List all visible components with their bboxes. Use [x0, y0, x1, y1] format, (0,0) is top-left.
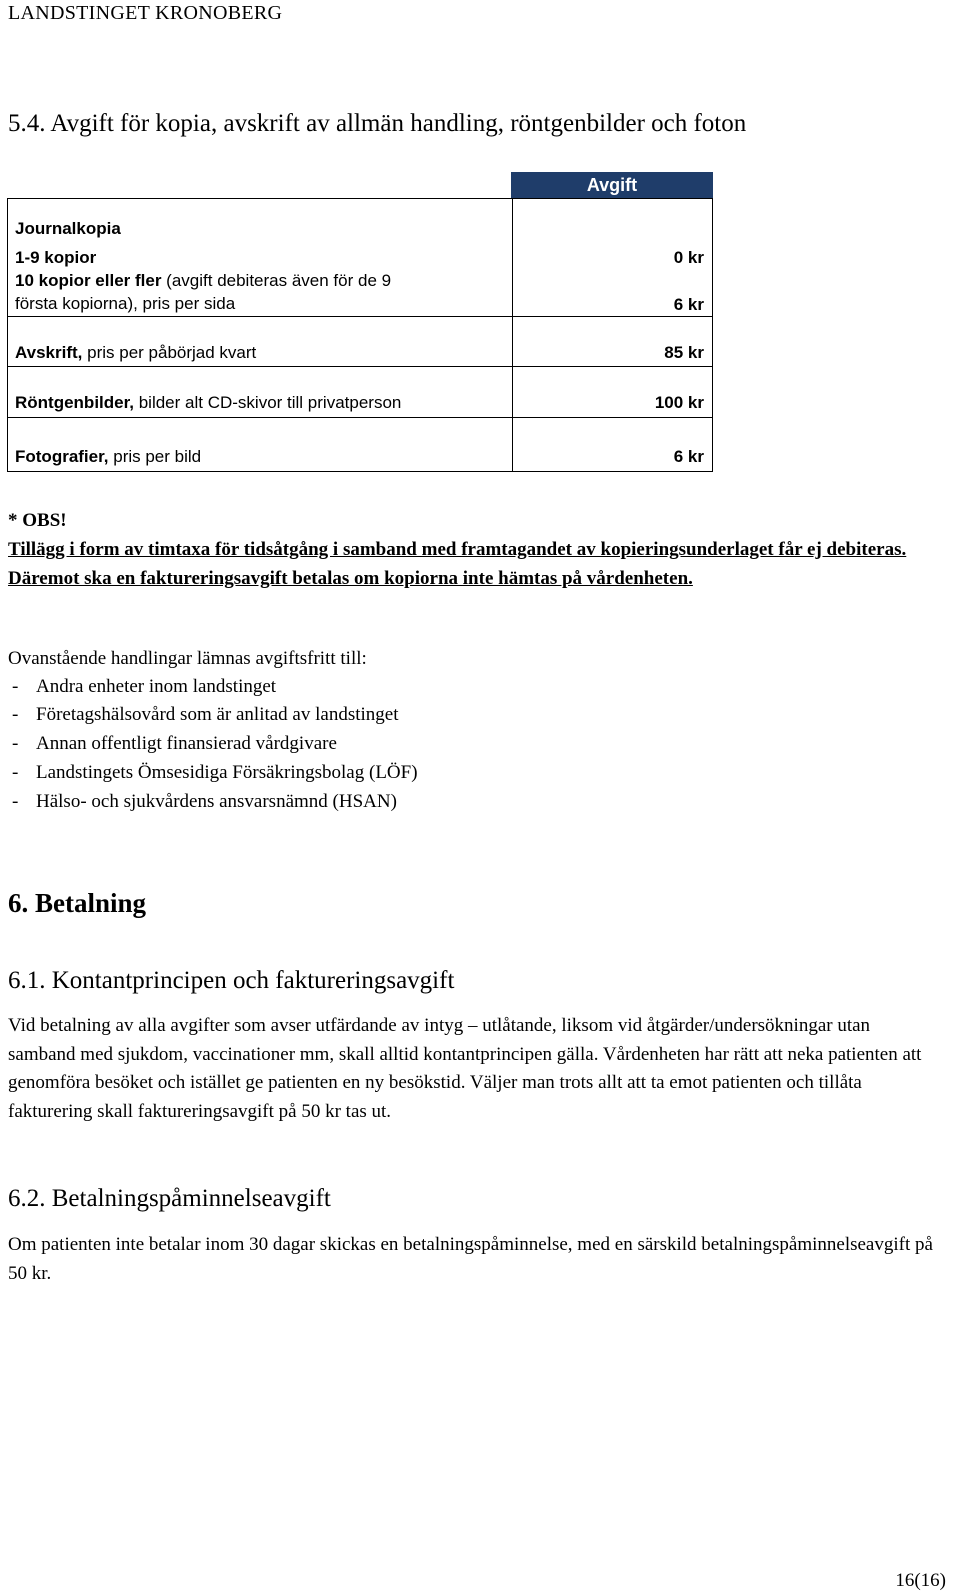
fee-value: 100 kr — [654, 393, 704, 412]
organization-header: LANDSTINGET KRONOBERG — [8, 2, 283, 24]
obs-label: * OBS! — [8, 510, 67, 531]
page-number: 16(16) — [895, 1570, 946, 1591]
row-label: Fotografier, pris per bild — [15, 447, 202, 466]
row-label: Journalkopia 1-9 kopior 10 kopior eller fler (avgift debiteras även för de 9 första kopiorna), pris per sida — [15, 219, 392, 313]
row-label: Röntgenbilder, bilder alt CD-skivor till privatperson — [15, 393, 402, 412]
obs-notice: Tillägg i form av timtaxa för tidsåtgång i samband med framtagandet av kopieringsunderlaget får ej debiteras. Däremot ska en faktureringsavgift betalas om kopiorna inte hämtas på vårdenheten. — [8, 539, 907, 589]
section-6-2-heading: 6.2. Betalningspåminnelseavgift — [8, 1185, 331, 1212]
row-label: Avskrift, pris per påbörjad kvart — [15, 343, 257, 362]
fee-value: 6 kr — [673, 295, 704, 314]
list-item: - Andra enheter inom landstinget — [12, 676, 277, 697]
table-row — [7, 198, 713, 317]
list-item: - Landstingets Ömsesidiga Försäkringsbolag (LÖF) — [12, 762, 418, 783]
list-item: - Företagshälsovård som är anlitad av landstinget — [12, 704, 399, 725]
list-item: - Annan offentligt finansierad vårdgivare — [12, 733, 337, 754]
list-item: - Hälso- och sjukvårdens ansvarsnämnd (HSAN) — [12, 791, 397, 812]
section-6-1-heading: 6.1. Kontantprincipen och faktureringsavgift — [8, 967, 455, 994]
section-6-1-paragraph: Vid betalning av alla avgifter som avser utfärdande av intyg – utlåtande, liksom vid åtgärder/undersökningar utan samband med sjukdom, vaccinationer mm, skall alltid kontantprincipen gälla. Vårdenheten har rätt att neka patienten att genomföra besöket och istället ge patienten en ny besökstid. Väljer man trots allt att ta emot patienten och tillåta fakturering skall faktureringsavgift på 50 kr tas ut. — [8, 1015, 922, 1123]
table-row — [7, 316, 713, 367]
fee-table — [7, 172, 713, 473]
table-row — [7, 366, 713, 418]
fee-column-header: Avgift — [511, 172, 713, 198]
free-of-charge-intro: Ovanstående handlingar lämnas avgiftsfritt till: — [8, 648, 367, 669]
section-6-heading: 6. Betalning — [8, 888, 147, 918]
fee-value: 85 kr — [664, 343, 704, 362]
section-6-2-paragraph: Om patienten inte betalar inom 30 dagar skickas en betalningspåminnelse, med en särskild betalningspåminnelseavgift på 50 kr. — [8, 1234, 933, 1284]
table-row — [7, 417, 713, 472]
fee-value: 0 kr — [673, 248, 704, 267]
section-5-4-heading: 5.4. Avgift för kopia, avskrift av allmän handling, röntgenbilder och foton — [8, 110, 747, 137]
fee-value: 6 kr — [673, 447, 704, 466]
